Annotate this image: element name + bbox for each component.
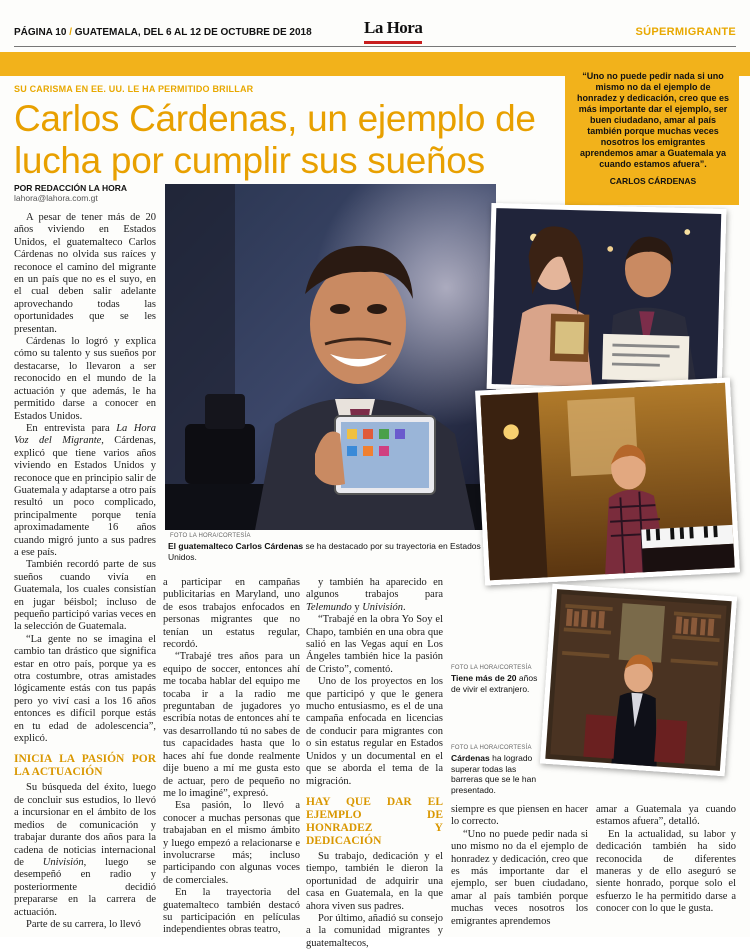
col3-paragraph — [306, 577, 443, 614]
col2-paragraph: En la trayectoria del guatemalteco también destacó su participación en películas independientes obras teatro, — [163, 887, 300, 936]
library-photo-caption — [451, 753, 541, 795]
header-info — [14, 27, 312, 38]
library-photo-credit: FOTO LA HORA/CORTESÍA — [451, 745, 532, 751]
col1-text: , luego se desempeñó en radio y posteriormente decidió prepararse en la carrera de actuación. — [14, 856, 156, 918]
subheading-passion: INICIA LA PASIÓN POR LA ACTUACIÓN — [14, 753, 156, 779]
col2-paragraph: “Trabajé tres años para un equipo de soccer, entonces ahí me tocaba hablar del equipo me tocaba ir a la radio me preguntaban de jugadores yo escribía notas de entonces ahí te vas desarrollando tú no sabes de tus capacidades hasta que lo haces ahí fue donde realmente dije bueno a mí me gusta esto de actuar, pero de pequeño no me lo imaginé”, expresó. — [163, 651, 300, 799]
piano-caption-lead: Tiene más de 20 — [451, 673, 517, 683]
award-photo — [487, 203, 727, 395]
col4-paragraph: siempre es que piensen en hacer lo correcto. — [451, 804, 588, 828]
date-line: GUATEMALA, DEL 6 AL 12 DE OCTUBRE DE 2018 — [74, 26, 312, 38]
col3-italic: Telemundo — [306, 601, 352, 613]
column-1 — [14, 212, 156, 930]
col1-text: En entrevista para — [26, 422, 117, 434]
piano-photo-credit: FOTO LA HORA/CORTESÍA — [451, 665, 532, 671]
col2-paragraph: Esa pasión, lo llevó a conocer a muchas personas que trabajaban en el mismo ámbito y luego empezó a relacionarse e involucrarse más; incluso participando con algunas voces de comerciales. — [163, 800, 300, 886]
library-photo — [540, 584, 737, 776]
subheading-example: HAY QUE DAR EL EJEMPLO DE HONRADEZ Y DEDICACIÓN — [306, 795, 443, 847]
page-header — [14, 20, 736, 44]
col4-paragraph: “Uno no puede pedir nada si uno mismo no da el ejemplo de honradez y dedicación, creo que es más importante dar el ejemplo, ser buen ciudadano, amar al país también porque muchas veces nosotros los emigrantes aprendemos — [451, 828, 588, 927]
col1-text: , Cárdenas, explicó que tiene varios años viviendo en Estados Unidos y reconoce que en principio salir de Guatemala y adaptarse a otro país resultó un poco complicado, principalmente porque tenía aproximadamente 16 años cuando migró junto a sus padres a ese país. — [14, 435, 156, 558]
page-number: PÁGINA 10 — [14, 26, 67, 38]
col3-italic: Univisión — [362, 601, 404, 613]
logo-text: La Hora — [364, 18, 423, 37]
header-separator: / — [66, 26, 75, 38]
article-kicker: SU CARISMA EN EE. UU. LE HA PERMITIDO BRILLAR — [14, 84, 254, 94]
main-caption-text: se ha destacado por su trayectoria en Estados Unidos. — [168, 541, 481, 562]
col3-paragraph: Su trabajo, dedicación y el tiempo, también le dieron la oportunidad de adquirir una casa en Guatemala, en la que ahora viven sus padres. — [306, 850, 443, 912]
column-4 — [451, 804, 588, 930]
piano-caption-text: años de vivir el extranjero. — [451, 673, 538, 694]
column-2 — [163, 577, 300, 936]
col1-paragraph: También recordó parte de sus sueños cuando vivía en Guatemala, los cuales consistían en jugar béisbol; incluso de pequeño participó varias veces en la selección de Guatemala. — [14, 559, 156, 633]
col1-paragraph: A pesar de tener más de 20 años viviendo en Estados Unidos, el guatemalteco Carlos Cárdenas no olvida sus raíces y reconoce el camino del migrante en un país que no es el suyo, en el cual deben salir adelante aprovechando todas las oportunidades que se les presentan. — [14, 212, 156, 335]
article-headline: Carlos Cárdenas, un ejemplo de lucha por cumplir sus sueños — [14, 98, 536, 181]
library-caption-lead: Cárdenas — [451, 753, 490, 763]
library-caption-text: ha logrado superar todas las barreras que se le han presentado. — [451, 753, 537, 795]
column-5 — [596, 804, 736, 930]
byline: POR REDACCIÓN LA HORA — [14, 183, 128, 193]
pull-quote-attribution: CARLOS CÁRDENAS — [609, 176, 697, 186]
column-3 — [306, 577, 443, 949]
pull-quote — [565, 63, 739, 205]
col1-paragraph — [14, 782, 156, 918]
col1-paragraph: Cárdenas lo logró y explica cómo su talento y sus sueños por destacarse, lo llevaron a ser reconocido en el mundo de la actuación y que además, le ha permitido darse a conocer en Estados Unidos. — [14, 336, 156, 422]
col3-paragraph: Por último, añadió su consejo a la comunidad migrantes y guatemaltecos, — [306, 912, 443, 949]
col1-italic: Univisión — [42, 856, 84, 868]
col1-paragraph: “La gente no se imagina el cambio tan drástico que significa estar en otro país, porque ya es otra costumbre, otras amistades lógicamente estás con tus papás pero yo viví casi a los 16 años entonces es difícil porque estás en tu edad de adolescencia”, explicó. — [14, 633, 156, 745]
main-photo — [165, 184, 496, 530]
main-photo-caption — [168, 541, 493, 562]
col1-paragraph: Parte de su carrera, lo llevó — [26, 918, 141, 930]
main-photo-credit: FOTO LA HORA/CORTESÍA — [170, 533, 251, 539]
main-caption-lead: El guatemalteco Carlos Cárdenas — [168, 541, 304, 551]
col2-paragraph: a participar en campañas publicitarias en Maryland, uno de esos trabajos enfocados en personas migrantes que no tenían un estatus regular, recordó. — [163, 577, 300, 651]
col1-italic: La Hora Voz del Migrante — [14, 422, 156, 447]
col3-text: . — [403, 601, 406, 613]
col5-paragraph: amar a Guatemala ya cuando estamos afuera”, detalló. — [596, 804, 736, 828]
newspaper-logo[interactable] — [364, 18, 424, 46]
col1-paragraph — [14, 423, 156, 559]
piano-photo — [475, 377, 740, 585]
col1-text: Su búsqueda del éxito, luego de concluir sus estudios, lo llevó a incursionar en el ámbito de los medios de comunicación y trabajar durante dos años para la cadena de noticias internacional de — [14, 782, 156, 868]
logo-bar — [364, 41, 422, 44]
author-email[interactable]: lahora@lahora.com.gt — [14, 193, 98, 203]
piano-photo-caption — [451, 673, 541, 694]
col3-text: y también ha aparecido en algunos trabajos para — [306, 577, 443, 601]
col5-paragraph: En la actualidad, su labor y dedicación también ha sido reconocida de diferentes maneras y de ello aseguró se siente honrado, porque solo el esfuerzo le ha permitido darse a conocer con lo que le gusta. — [596, 828, 736, 915]
col3-paragraph: Uno de los proyectos en los que participó y que le genera mucho entusiasmo, es el de una campaña enfocada en licencias de conducir para migrantes con o sin estatus regular en Estados Unidos y un documental en el que se aborda el tema de la migración. — [306, 676, 443, 787]
col3-paragraph: “Trabajé en la obra Yo Soy el Chapo, también en una obra que salió en las Vegas aquí en Los Ángeles también hice la pasión de Cristo”, comentó. — [306, 614, 443, 675]
section-name: SÚPERMIGRANTE — [635, 26, 736, 38]
header-rule — [14, 46, 736, 47]
pull-quote-text: “Uno no puede pedir nada si uno mismo no da el ejemplo de honradez y dedicación, creo que es más importante dar el ejemplo, ser buen ciudadano, amar al país también porque muchas veces nosotros los emigrantes aprendemos amar a Guatemala ya cuando estamos afuera”. — [576, 71, 730, 169]
col3-text: y — [351, 601, 363, 613]
